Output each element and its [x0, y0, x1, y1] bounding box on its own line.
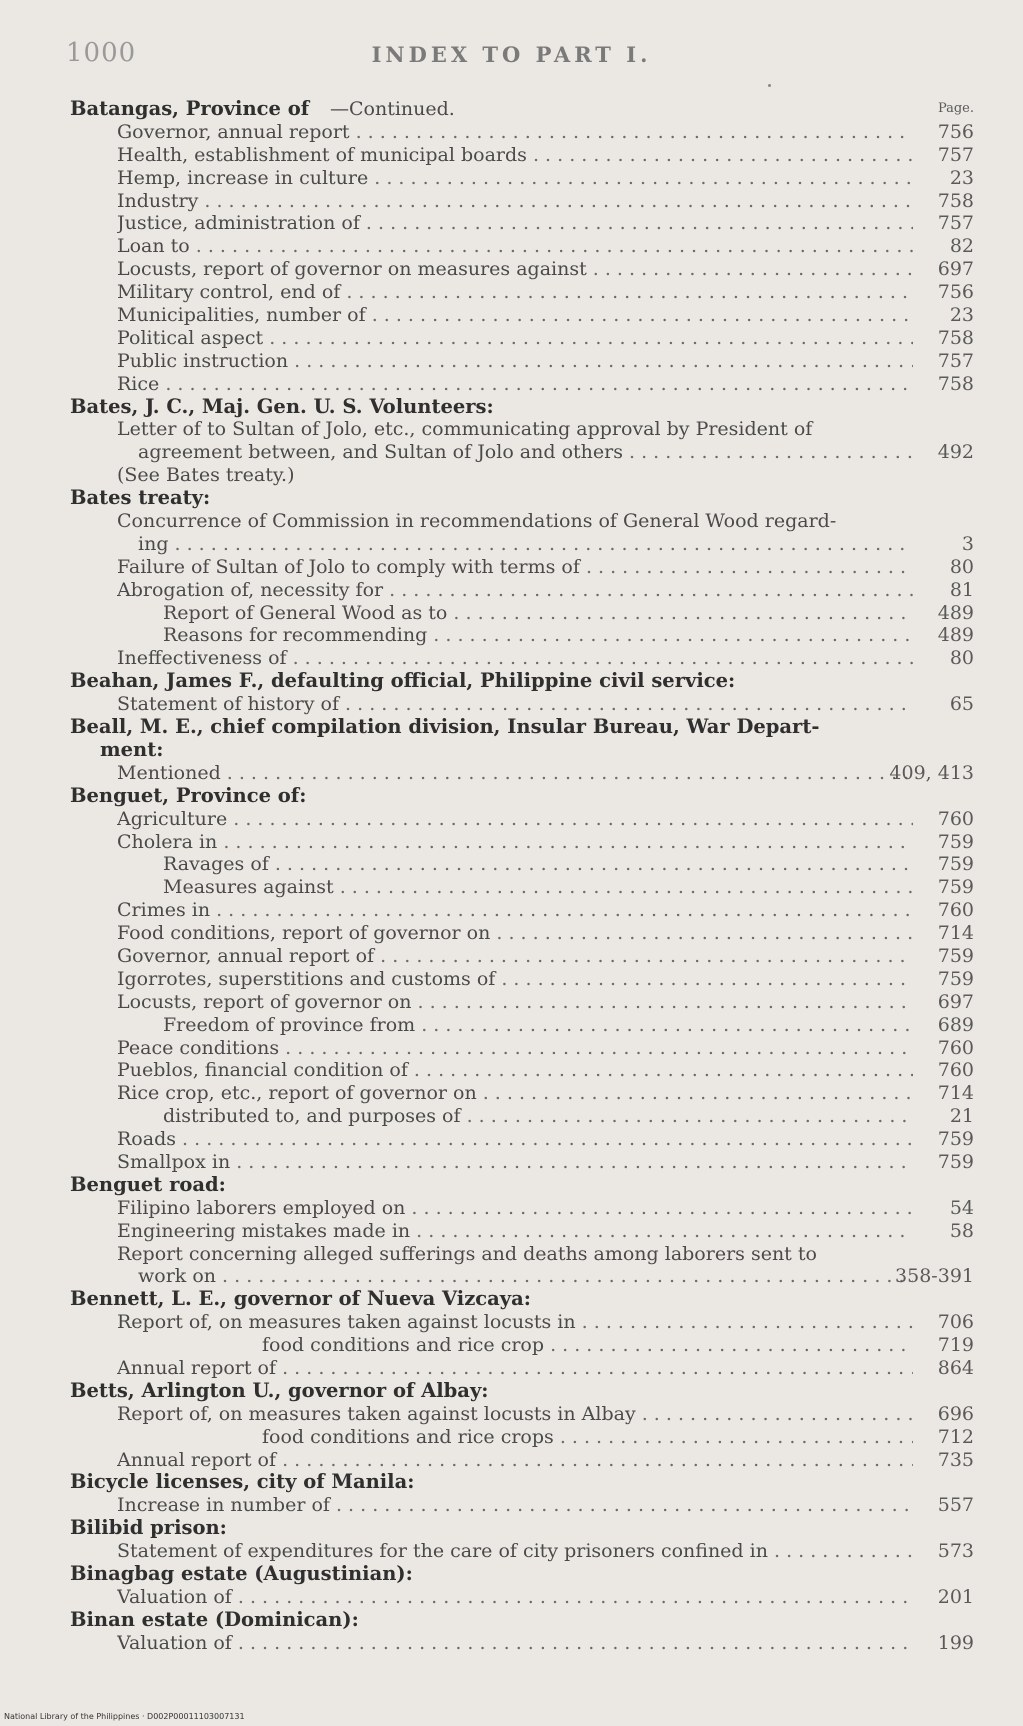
entry-page-ref: 58 — [949, 1219, 974, 1242]
entry-page-ref: 760 — [937, 1059, 974, 1082]
entry-page-ref: 358-391 — [895, 1265, 974, 1288]
entry-page-ref: 3 — [961, 532, 974, 555]
entry-page-ref: 81 — [949, 578, 974, 601]
entry-text: Betts, Arlington U., governor of Albay: — [70, 1379, 489, 1402]
index-entry — [0, 762, 1023, 785]
entry-page-ref: 21 — [949, 1105, 974, 1128]
entry-text: Public instruction . . . — [117, 350, 913, 373]
index-entry — [0, 1334, 1023, 1357]
entry-page-ref: 760 — [937, 1036, 974, 1059]
entry-page-ref: 757 — [937, 212, 974, 235]
entry-text: Report concerning alleged sufferings and deaths among laborers sent to — [117, 1242, 817, 1265]
entry-text: Abrogation of, necessity for . . . — [117, 579, 913, 602]
index-entry — [0, 212, 1023, 235]
index-entry — [0, 853, 1023, 876]
entry-text: Benguet, Province of: — [70, 784, 307, 807]
index-entry — [0, 579, 1023, 602]
entry-page-ref: 697 — [937, 990, 974, 1013]
index-entry — [0, 1037, 1023, 1060]
entry-page-ref: 697 — [937, 258, 974, 281]
entry-text: Beahan, James F., defaulting official, Philippine civil service: — [70, 670, 736, 693]
entry-page-ref: 760 — [937, 899, 974, 922]
index-entry — [0, 808, 1023, 831]
entry-page-ref: 758 — [937, 189, 974, 212]
index-entry — [0, 190, 1023, 213]
index-list — [0, 98, 1023, 1655]
index-entry — [0, 922, 1023, 945]
entry-text: food conditions and rice crop . . . — [262, 1334, 913, 1357]
entry-page-ref: 54 — [949, 1196, 974, 1219]
index-entry — [0, 144, 1023, 167]
entry-text: Failure of Sultan of Jolo to comply with terms of . . . — [117, 556, 913, 579]
index-heading — [0, 716, 1023, 739]
entry-page-ref: 23 — [949, 166, 974, 189]
entry-page-ref: 759 — [937, 1128, 974, 1151]
entry-page-ref: 759 — [937, 1150, 974, 1173]
index-entry — [0, 831, 1023, 854]
entry-page-ref: 573 — [937, 1540, 974, 1563]
entry-page-ref: 689 — [937, 1013, 974, 1036]
index-entry — [0, 1128, 1023, 1151]
entry-page-ref: 756 — [937, 120, 974, 143]
entry-page-ref: 759 — [937, 967, 974, 990]
entry-text: Rice crop, etc., report of governor on . . . — [117, 1082, 913, 1105]
entry-page-ref: 756 — [937, 281, 974, 304]
index-entry — [0, 899, 1023, 922]
entry-text: Statement of expenditures for the care of city prisoners confined in . . . — [117, 1540, 913, 1563]
index-entry — [0, 304, 1023, 327]
entry-text: Health, establishment of municipal boards . . . — [117, 144, 913, 167]
index-entry — [0, 1403, 1023, 1426]
entry-text: Binagbag estate (Augustinian): — [70, 1563, 413, 1585]
index-entry — [0, 121, 1023, 144]
index-entry — [0, 1059, 1023, 1082]
entry-page-ref: 696 — [937, 1402, 974, 1425]
index-entry — [0, 1540, 1023, 1563]
index-entry — [0, 647, 1023, 670]
index-entry — [0, 510, 1023, 533]
index-entry — [0, 1243, 1023, 1266]
index-entry — [0, 1265, 1023, 1288]
entry-text: Annual report of . . . — [117, 1449, 913, 1472]
index-heading — [0, 785, 1023, 808]
page-title: INDEX TO PART I. — [371, 42, 652, 67]
index-entry — [0, 1311, 1023, 1334]
entry-text: Roads . . . — [117, 1128, 913, 1151]
index-heading — [0, 1563, 1023, 1586]
entry-text: Hemp, increase in culture . . . — [117, 167, 913, 190]
entry-text: Cholera in . . . — [117, 831, 913, 854]
entry-page-ref: 864 — [937, 1356, 974, 1379]
index-entry — [0, 624, 1023, 647]
entry-text: Industry . . . — [117, 190, 913, 213]
index-heading — [0, 487, 1023, 510]
entry-page-ref: 80 — [949, 555, 974, 578]
entry-text: Annual report of . . . — [117, 1357, 913, 1380]
index-entry — [0, 418, 1023, 441]
entry-page-ref: 759 — [937, 944, 974, 967]
entry-text: Locusts, report of governor on measures against . . . — [117, 258, 913, 281]
entry-page-ref: 759 — [937, 830, 974, 853]
index-entry — [0, 350, 1023, 373]
index-entry — [0, 167, 1023, 190]
entry-page-ref: 758 — [937, 372, 974, 395]
index-entry — [0, 968, 1023, 991]
index-entry — [0, 876, 1023, 899]
index-entry — [0, 1151, 1023, 1174]
entry-text: Food conditions, report of governor on . . . — [117, 922, 913, 945]
entry-page-ref: 23 — [949, 304, 974, 327]
entry-text: Beall, M. E., chief compilation division, Insular Bureau, War Depart- — [70, 716, 820, 739]
index-entry — [0, 464, 1023, 487]
entry-text: Valuation of . . . — [117, 1586, 913, 1609]
entry-text: Bilibid prison: — [70, 1517, 227, 1540]
entry-text: Batangas, Province of — [70, 98, 310, 120]
index-entry — [0, 1632, 1023, 1655]
index-entry — [0, 1197, 1023, 1220]
index-heading — [0, 670, 1023, 693]
entry-page-ref: 489 — [937, 624, 974, 647]
entry-page-ref: 759 — [937, 853, 974, 876]
index-heading — [0, 396, 1023, 419]
index-heading — [0, 1609, 1023, 1632]
index-entry — [0, 1220, 1023, 1243]
entry-text: Governor, annual report of . . . — [117, 945, 913, 968]
entry-text: Ineffectiveness of . . . — [117, 647, 913, 670]
entry-text: Rice . . . — [117, 373, 913, 396]
index-heading — [0, 1174, 1023, 1197]
entry-text: Letter of to Sultan of Jolo, etc., communicating approval by President of — [117, 418, 813, 441]
entry-text: Mentioned . . . — [117, 762, 913, 785]
entry-text: (See Bates treaty.) — [117, 464, 295, 487]
index-entry — [0, 373, 1023, 396]
index-heading — [0, 739, 1023, 762]
entry-text: Military control, end of . . . — [117, 281, 913, 304]
entry-text: Binan estate (Dominican): — [70, 1608, 359, 1631]
entry-text: Statement of history of . . . — [117, 693, 913, 716]
entry-text: Bennett, L. E., governor of Nueva Vizcaya: — [70, 1288, 531, 1311]
index-entry — [0, 1082, 1023, 1105]
entry-text: Bates, J. C., Maj. Gen. U. S. Volunteers: — [70, 395, 494, 418]
index-entry — [0, 1014, 1023, 1037]
entry-text: agreement between, and Sultan of Jolo and others . . . — [138, 441, 913, 464]
entry-page-ref: 80 — [949, 647, 974, 670]
entry-text: distributed to, and purposes of . . . — [163, 1105, 913, 1128]
entry-text: Bicycle licenses, city of Manila: — [70, 1471, 415, 1494]
entry-text: Agriculture . . . — [117, 808, 913, 831]
entry-continued: —Continued. — [330, 98, 455, 120]
entry-page-ref: 757 — [937, 143, 974, 166]
entry-page-ref: 706 — [937, 1311, 974, 1334]
entry-text: Benguet road: — [70, 1173, 226, 1196]
index-entry — [0, 327, 1023, 350]
index-entry — [0, 1449, 1023, 1472]
entry-page-ref: 201 — [937, 1585, 974, 1608]
entry-text: Municipalities, number of . . . — [117, 304, 913, 327]
entry-page-ref: 489 — [937, 601, 974, 624]
entry-text: Reasons for recommending . . . — [163, 624, 913, 647]
entry-text: Increase in number of . . . — [117, 1494, 913, 1517]
index-entry — [0, 281, 1023, 304]
ink-speck — [768, 84, 771, 87]
index-heading — [0, 98, 1023, 121]
entry-text: Valuation of . . . — [117, 1632, 913, 1655]
entry-page-ref: 714 — [937, 922, 974, 945]
entry-page-ref: 719 — [937, 1334, 974, 1357]
entry-text: Report of, on measures taken against locusts in . . . — [117, 1311, 913, 1334]
entry-page-ref: 757 — [937, 349, 974, 372]
entry-page-ref: 492 — [937, 441, 974, 464]
entry-page-ref: 65 — [949, 693, 974, 716]
index-entry — [0, 1426, 1023, 1449]
entry-page-ref: 199 — [937, 1631, 974, 1654]
entry-text: Justice, administration of . . . — [117, 212, 913, 235]
index-heading — [0, 1288, 1023, 1311]
index-entry — [0, 945, 1023, 968]
entry-page-ref: 409, 413 — [889, 761, 974, 784]
index-entry — [0, 533, 1023, 556]
entry-text: food conditions and rice crops . . . — [262, 1426, 913, 1449]
index-entry — [0, 1105, 1023, 1128]
entry-text: Ravages of . . . — [163, 853, 913, 876]
index-entry — [0, 693, 1023, 716]
entry-text: Filipino laborers employed on . . . — [117, 1197, 913, 1220]
page-number: 1000 — [66, 38, 137, 68]
index-entry — [0, 1357, 1023, 1380]
index-entry — [0, 556, 1023, 579]
entry-text: Crimes in . . . — [117, 899, 913, 922]
entry-page-ref: 712 — [937, 1425, 974, 1448]
index-entry — [0, 1494, 1023, 1517]
entry-text: Loan to . . . — [117, 235, 913, 258]
entry-page-ref: 758 — [937, 326, 974, 349]
entry-text: ing . . . — [138, 533, 913, 556]
entry-page-ref: 714 — [937, 1082, 974, 1105]
entry-text: ment: — [100, 738, 164, 761]
entry-page-ref: 557 — [937, 1494, 974, 1517]
entry-text: work on . . . — [138, 1265, 913, 1288]
entry-text: Report of, on measures taken against locusts in Albay . . . — [117, 1403, 913, 1426]
index-entry — [0, 1586, 1023, 1609]
entry-page-ref: 759 — [937, 876, 974, 899]
index-entry — [0, 602, 1023, 625]
entry-text: Pueblos, financial condition of . . . — [117, 1059, 913, 1082]
entry-text: Peace conditions . . . — [117, 1037, 913, 1060]
index-heading — [0, 1471, 1023, 1494]
index-heading — [0, 1380, 1023, 1403]
entry-page-ref: 82 — [949, 235, 974, 258]
entry-text: Freedom of province from . . . — [163, 1014, 913, 1037]
entry-text: Political aspect . . . — [117, 327, 913, 350]
entry-text: Report of General Wood as to . . . — [163, 602, 913, 625]
entry-text: Bates treaty: — [70, 487, 211, 510]
entry-page-ref: 760 — [937, 807, 974, 830]
entry-text: Measures against . . . — [163, 876, 913, 899]
index-entry — [0, 235, 1023, 258]
entry-page-ref: Page. — [937, 101, 974, 116]
scan-footer: National Library of the Philippines · D002P00011103007131 — [4, 1712, 245, 1721]
index-entry — [0, 258, 1023, 281]
entry-text: Locusts, report of governor on . . . — [117, 991, 913, 1014]
entry-text: Smallpox in . . . — [117, 1151, 913, 1174]
entry-text: Governor, annual report . . . — [117, 121, 913, 144]
entry-text: Engineering mistakes made in . . . — [117, 1220, 913, 1243]
entry-page-ref: 735 — [937, 1448, 974, 1471]
entry-text: Concurrence of Commission in recommendations of General Wood regard- — [117, 510, 837, 533]
index-entry — [0, 991, 1023, 1014]
index-entry — [0, 441, 1023, 464]
index-heading — [0, 1517, 1023, 1540]
entry-text: Igorrotes, superstitions and customs of . . . — [117, 968, 913, 991]
